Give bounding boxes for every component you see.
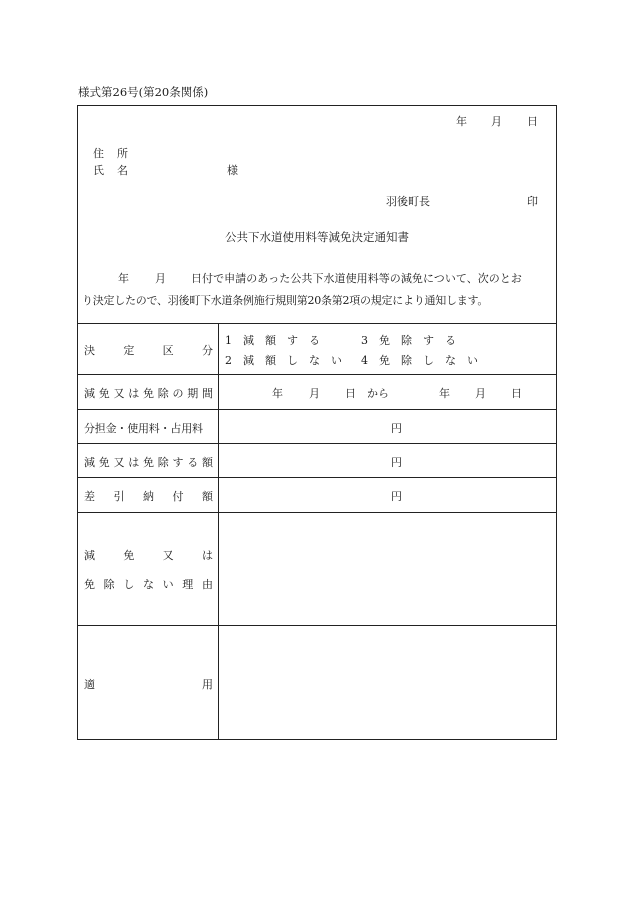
period-from-year: 年 <box>272 387 283 400</box>
label-char: 分 <box>201 344 213 357</box>
body-month: 月 <box>155 272 166 285</box>
row-divider-6 <box>77 625 557 626</box>
row-divider-4 <box>77 477 557 478</box>
label-char: 減 <box>84 549 95 562</box>
label-char: 付 <box>172 490 184 503</box>
label-char: 期 <box>187 387 199 400</box>
option-reduce: 1 減 額 す る <box>225 334 320 347</box>
column-divider <box>218 324 219 739</box>
period-to-year: 年 <box>439 387 450 400</box>
label-char: 又 <box>162 549 174 562</box>
label-char: 又 <box>113 456 125 469</box>
label-char: 用 <box>202 678 213 691</box>
option-no-exempt: 4 免 除 し な い <box>361 354 478 367</box>
label-char: 免 <box>143 456 154 469</box>
remarks-label <box>84 676 213 692</box>
label-char: 決 <box>84 344 95 357</box>
name-label-2: 名 <box>117 164 128 177</box>
exempt-amount-unit: 円 <box>391 456 402 469</box>
label-char: 定 <box>123 344 135 357</box>
label-char: 減 <box>84 387 95 400</box>
label-char: 減 <box>84 456 95 469</box>
period-from-day: 日 <box>345 387 356 400</box>
label-char: る <box>187 456 199 469</box>
period-label <box>84 385 213 401</box>
reason-label-line-1 <box>84 547 213 563</box>
label-char: 除 <box>157 456 169 469</box>
address-label-1: 住 <box>93 147 104 160</box>
name-honorific: 様 <box>227 164 238 177</box>
label-char: 免 <box>98 456 110 469</box>
table-top-border <box>77 323 557 324</box>
body-text-line-2: り決定したので、羽後町下水道条例施行規則第20条第2項の規定により通知します。 <box>82 294 489 307</box>
label-char: 免 <box>84 578 95 591</box>
label-char: 由 <box>201 578 213 591</box>
label-char: 区 <box>162 344 174 357</box>
label-char: は <box>128 387 140 400</box>
document-title: 公共下水道使用料等減免決定通知書 <box>225 230 409 244</box>
label-char: し <box>123 578 135 591</box>
exempt-amount-label <box>84 454 213 470</box>
label-char: 免 <box>143 387 154 400</box>
date-day-label: 日 <box>527 115 538 128</box>
fees-label: 分担金・使用料・占用料 <box>84 422 203 435</box>
label-char: は <box>128 456 140 469</box>
name-label-1: 氏 <box>93 164 104 177</box>
payment-diff-label <box>84 488 213 504</box>
label-char: 引 <box>113 490 125 503</box>
fees-unit: 円 <box>391 422 402 435</box>
period-to-day: 日 <box>511 387 522 400</box>
body-text-line-1: 日付で申請のあった公共下水道使用料等の減免について、次のとお <box>191 272 522 285</box>
option-no-reduce: 2 減 額 し な い <box>225 354 342 367</box>
period-from-text: から <box>367 387 389 400</box>
period-to-month: 月 <box>475 387 486 400</box>
label-char: の <box>172 387 184 400</box>
label-char: 差 <box>84 490 95 503</box>
label-char: 額 <box>202 456 213 469</box>
reason-label-line-2 <box>84 576 213 592</box>
issuer-title: 羽後町長 <box>386 195 430 208</box>
body-year: 年 <box>118 272 129 285</box>
label-char: 適 <box>84 678 95 691</box>
date-year-label: 年 <box>456 115 467 128</box>
period-from-month: 月 <box>309 387 320 400</box>
label-char: す <box>172 456 184 469</box>
label-char: 納 <box>143 490 154 503</box>
label-char: は <box>201 549 213 562</box>
address-label-2: 所 <box>117 147 128 160</box>
row-divider-5 <box>77 512 557 513</box>
label-char: 間 <box>202 387 213 400</box>
label-char: い <box>162 578 174 591</box>
label-char: 除 <box>157 387 169 400</box>
label-char: 又 <box>113 387 125 400</box>
date-month-label: 月 <box>491 115 502 128</box>
form-number-label: 様式第26号(第20条関係) <box>78 85 209 99</box>
decision-label <box>84 342 213 358</box>
label-char: 除 <box>103 578 115 591</box>
label-char: な <box>142 578 154 591</box>
row-divider-2 <box>77 409 557 410</box>
label-char: 理 <box>182 578 194 591</box>
row-divider-1 <box>77 374 557 375</box>
seal-mark: 印 <box>527 195 538 208</box>
label-char: 免 <box>123 549 135 562</box>
label-char: 免 <box>98 387 110 400</box>
payment-diff-unit: 円 <box>391 490 402 503</box>
row-divider-3 <box>77 443 557 444</box>
label-char: 額 <box>202 490 213 503</box>
option-exempt: 3 免 除 す る <box>361 334 456 347</box>
